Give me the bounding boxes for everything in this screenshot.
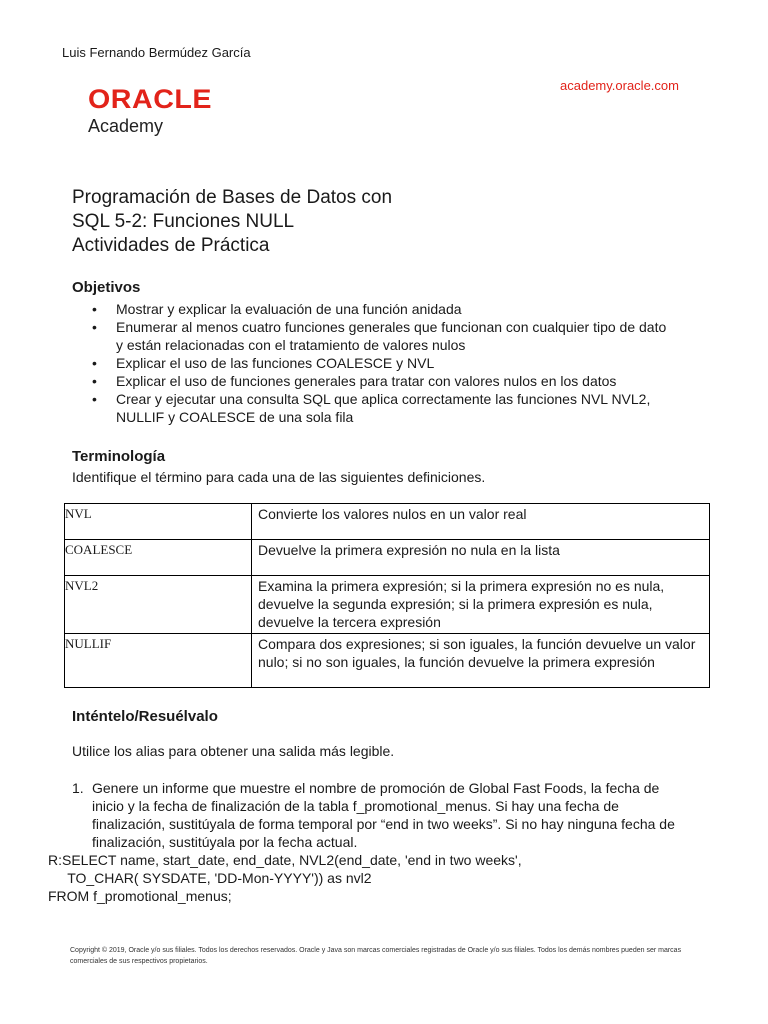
list-item	[72, 318, 672, 354]
question-text: Genere un informe que muestre el nombre de promoción de Global Fast Foods, la fecha de inicio y la fecha de finalización de la tabla f_promotional_menus. Si hay una fecha de finalización, sustitúyala de forma temporal por “end in two weeks”. Si no hay ninguna fecha de finalización, sustitúyala por la fecha actual.	[92, 780, 675, 850]
title-line: SQL 5-2: Funciones NULL	[72, 211, 295, 232]
definition-cell: Convierte los valores nulos en un valor real	[252, 504, 710, 540]
list-item	[72, 390, 672, 426]
try-it-heading: Inténtelo/Resuélvalo	[72, 708, 218, 725]
objective-text: Enumerar al menos cuatro funciones generales que funcionan con cualquier tipo de dato y están relacionadas con el tratamiento de valores nulos	[116, 319, 667, 353]
answer-line: TO_CHAR( SYSDATE, 'DD-Mon-YYYY')) as nvl2	[48, 870, 372, 886]
objectives-heading: Objetivos	[72, 279, 141, 296]
bullet-icon: •	[92, 319, 97, 335]
term-cell: NVL	[65, 504, 252, 540]
title-line: Programación de Bases de Datos con	[72, 187, 393, 208]
title-line: Actividades de Práctica	[72, 235, 270, 256]
author-name: Luis Fernando Bermúdez García	[62, 45, 251, 60]
term-cell: NULLIF	[65, 634, 252, 688]
terminology-table	[64, 503, 710, 688]
definition-cell: Compara dos expresiones; si son iguales, la función devuelve un valor nulo; si no son iguales, la función devuelve la primera expresión	[252, 634, 710, 688]
bullet-icon: •	[92, 355, 97, 371]
try-it-note: Utilice los alias para obtener una salida más legible.	[72, 743, 395, 759]
list-item	[72, 300, 672, 318]
logo-academy-text: Academy	[88, 116, 164, 136]
table-row	[65, 504, 710, 540]
list-item	[72, 372, 672, 390]
objectives-list	[72, 300, 672, 426]
answer-line: R:SELECT name, start_date, end_date, NVL2(end_date, 'end in two weeks',	[48, 852, 522, 868]
answer-line: FROM f_promotional_menus;	[48, 888, 232, 904]
term-cell: NVL2	[65, 576, 252, 634]
page-title	[72, 186, 392, 258]
table-row	[65, 540, 710, 576]
terminology-intro: Identifique el término para cada una de las siguientes definiciones.	[72, 469, 486, 485]
bullet-icon: •	[92, 301, 97, 317]
question-1	[72, 779, 692, 851]
objective-text: Crear y ejecutar una consulta SQL que aplica correctamente las funciones NVL NVL2, NULLIF y COALESCE de una sola fila	[116, 391, 651, 425]
definition-cell: Examina la primera expresión; si la primera expresión no es nula, devuelve la segunda expresión; si la primera expresión es nula, devuelve la tercera expresión	[252, 576, 710, 634]
definition-cell: Devuelve la primera expresión no nula en la lista	[252, 540, 710, 576]
oracle-academy-logo	[88, 84, 213, 136]
list-item	[72, 354, 672, 372]
logo-oracle-text: ORACLE	[88, 84, 213, 114]
terminology-heading: Terminología	[72, 448, 166, 465]
table-row	[65, 634, 710, 688]
question-number: 1.	[72, 780, 84, 796]
table-row	[65, 576, 710, 634]
objective-text: Mostrar y explicar la evaluación de una función anidada	[116, 301, 462, 317]
site-url: academy.oracle.com	[560, 78, 679, 93]
bullet-icon: •	[92, 391, 97, 407]
objective-text: Explicar el uso de las funciones COALESCE y NVL	[116, 355, 435, 371]
copyright-footer: Copyright © 2019, Oracle y/o sus filiales. Todos los derechos reservados. Oracle y Java son marcas comerciales registradas de Oracle y/o sus filiales. Todos los demás nombres pueden ser marcas comerciales de sus respectivos propietarios.	[70, 947, 682, 965]
bullet-icon: •	[92, 373, 97, 389]
objective-text: Explicar el uso de funciones generales para tratar con valores nulos en los datos	[116, 373, 617, 389]
term-cell: COALESCE	[65, 540, 252, 576]
answer-sql	[48, 851, 522, 905]
